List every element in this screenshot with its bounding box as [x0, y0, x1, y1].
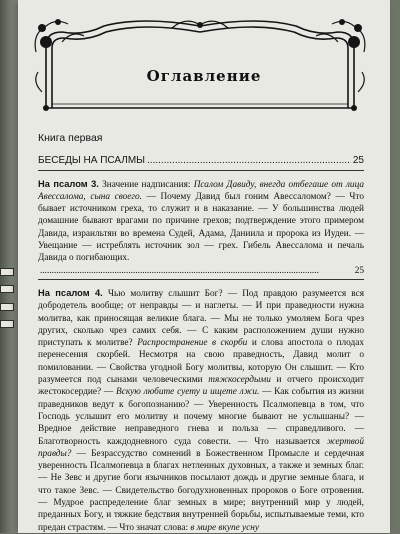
entry-text: и слова апостола о плодах перенесения скорбей. Несмотря на свою праведность, Давид молит о помиловании. — Свойства угодной Богу молитвы, которую Он слышит. — Кто разумеется под сынами человеческими [38, 338, 364, 386]
entry-text: — Безрассудство сомнений в Божественном Промысле и сердечная уверенность Псалмопевца в благах нетленных духовных, а также и земных благ. — Не Зевс и другие боги язычников посылают дождь и другие земные блага, и что такое Зевс. — Свидетельство богодухновенных пророков о Боге отровения. — Мудрое распределение благ земных в мире; внутренний мир у людей, преданных Богу, и тяжкие бедствия внутренней борьбы, испытываемые теми, кто предан страстям. — Что значат слова: [38, 448, 364, 533]
entry-italic: Распространение в скорби [137, 338, 248, 349]
entry-italic: тяжкосердыми [208, 375, 271, 386]
entry-text: — Почему Давид был гоним Авессаломом? — Что бывает источником греха, то служит и в наказание. — У большинства людей домашние бывают врагами по причине грехов; подтверждение этого примером Давида, израильтян во времена Судей, Адама, Даниила и пророка из Иудеи. — Увещание — истреблять источник зол — грех. Гибель Авессалома и печаль Давида о погибающих. [38, 191, 364, 264]
entry-italic: Вскую любите суету и ищете лжи. [116, 387, 260, 398]
page-tab [0, 285, 14, 293]
entry-text: Чью молитву слышит Бог? — Под правдою разумеется вся добродетель вообще; от неправды — и наглеты. — И при праведности нужна молитва, как приносящая великие блага. — Мы не только умоляем Бога чрез других, сколько чрез самих себя. — С каким расположением души нужно приступать к молитве? [38, 288, 364, 349]
psalm-3-entry [38, 178, 364, 280]
page-tab [0, 320, 14, 328]
entry-text: и отчего происходит жестокосердие? — [38, 375, 364, 398]
entry-text: — Как события из жизни праведников ведут к богопознанию? — Уверенность Псалмопевца в том, что Господь услышит его молитву и почему многие бывают не услышаны? — Вредное действие неправедного гнева и польза — справедливого. — Благотворность каждодневного суда совести. — Что называется [38, 387, 364, 447]
page-ref-line [38, 265, 364, 277]
entry-italic: жертвой правды? [38, 436, 364, 459]
leader-dots [147, 155, 351, 167]
entry-italic: в мире вкупе усну [190, 522, 260, 533]
book-page [18, 0, 390, 533]
page-tab [0, 268, 14, 276]
psalm-label: На псалом 4. [38, 287, 103, 298]
divider [38, 279, 364, 280]
psalm-label: На псалом 3. [38, 178, 99, 189]
section-title: БЕСЕДЫ НА ПСАЛМЫ [38, 155, 146, 167]
psalm-4-entry [38, 287, 364, 534]
section-entry [38, 155, 364, 170]
leader-dots [40, 265, 353, 277]
psalm-page: 25 [354, 265, 364, 276]
contents-body [38, 132, 364, 534]
entry-italic: Псалом Давиду, внегда отбегаше от лица Авессалома, сына своего. [38, 179, 364, 202]
page-edge-tabs [0, 268, 14, 328]
ornamental-frame-icon [32, 12, 368, 116]
entry-text: Значение надписания: [98, 179, 194, 190]
section-page: 25 [352, 155, 364, 167]
book-title: Книга первая [38, 132, 103, 144]
contents-heading: Оглавление [146, 67, 262, 85]
page-tab [0, 303, 14, 311]
